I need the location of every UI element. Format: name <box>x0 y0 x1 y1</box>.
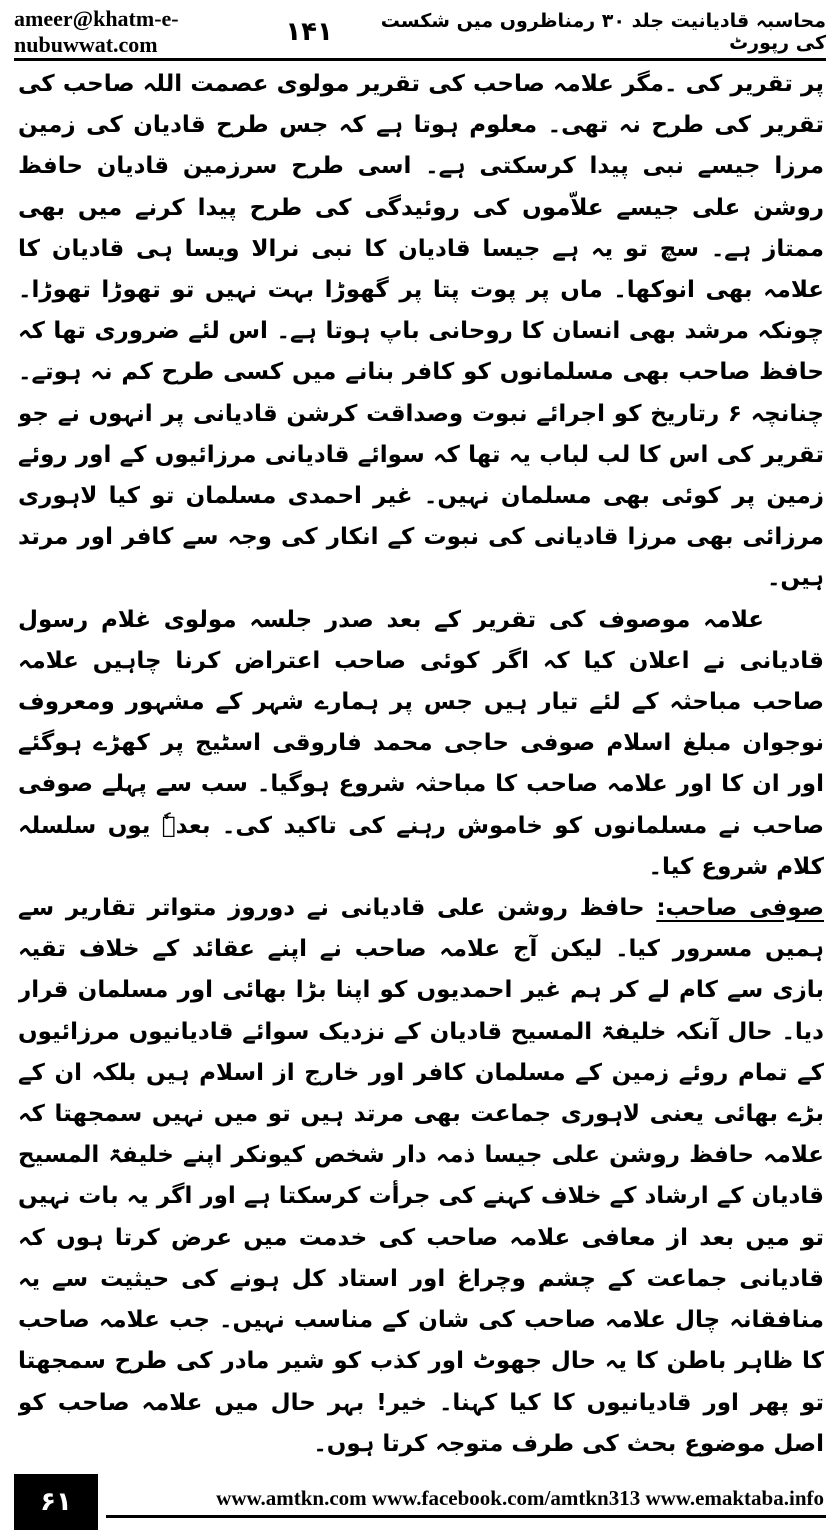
header-page-number: ۱۴۱ <box>285 17 333 47</box>
header-divider <box>14 58 826 61</box>
header-right <box>285 10 826 54</box>
paragraph: پر تقریر کی ۔مگر علامہ صاحب کی تقریر مولوی عصمت اللہ صاحب کی تقریر کی طرح نہ تھی۔ معلوم ہوتا ہے کہ جس طرح قادیان کی زمین مرزا جیسے نبی پیدا کرسکتی ہے۔ اسی طرح سرزمین قادیان حافظ روشن علی جیسے علاّموں کی روئیدگی کی طرح پیدا کرنے میں بھی ممتاز ہے۔ سچ تو یہ ہے جیسا قادیان کا نبی نرالا ویسا ہی قادیان کا علامہ بھی انوکھا۔ ماں پر پوت پتا پر گھوڑا بہت نہیں تو تھوڑا تھوڑا۔ چونکہ مرشد بھی انسان کا روحانی باپ ہوتا ہے۔ اس لئے ضروری تھا کہ حافظ صاحب بھی مسلمانوں کو کافر بنانے میں کسی طرح کم نہ ہوتے۔ چنانچہ ۶ رتاریخ کو اجرائے نبوت وصداقت کرشن قادیانی پر انہوں نے جو تقریر کی اس کا لب لباب یہ تھا کہ سوائے قادیانی مرزائیوں کے اور روئے زمین پر کوئی بھی مسلمان نہیں۔ غیر احمدی مسلمان تو کیا لاہوری مرزائی بھی مرزا قادیانی کی نبوت کے انکار کی وجہ سے کافر اور مرتد ہیں۔ <box>18 71 824 592</box>
speech-paragraph <box>18 888 824 1465</box>
page-header <box>14 6 826 57</box>
speech-text: حافظ روشن علی قادیانی نے دوروز متواتر تقاریر سے ہمیں مسرور کیا۔ لیکن آج علامہ صاحب نے اپنے عقائد کے خلاف تقیہ بازی سے کام لے کر ہم غیر احمدیوں کو اپنا بڑا بھائی اور مسلمان قرار دیا۔ حال آنکہ خلیفۃ المسیح قادیان کے نزدیک سوائے قادیانیوں مرزائیوں کے تمام روئے زمین کے مسلمان کافر اور خارج از اسلام ہیں بلکہ ان کے بڑے بھائی یعنی لاہوری جماعت بھی مرتد ہیں تو میں نہیں سمجھتا کہ علامہ حافظ روشن علی جیسا ذمہ دار شخص کیونکر اپنے خلیفۃ المسیح قادیان کے ارشاد کے خلاف کہنے کی جرأت کرسکتا ہے اور اگر یہ بات نہیں تو میں بعد از معافی علامہ صاحب کی خدمت میں عرض کرتا ہوں کہ قادیانی جماعت کے چشم وچراغ اور استاد کل ہونے کی حیثیت سے یہ منافقانہ چال علامہ صاحب کی شان کے مناسب نہیں۔ جب علامہ صاحب کا ظاہر باطن کا یہ حال جھوٹ اور کذب کو شیر مادر کی طرح سمجھتا تو پھر اور قادیانیوں کا کیا کہنا۔ خیر! بہر حال میں علامہ صاحب کو اصل موضوع بحث کی طرف متوجہ کرتا ہوں۔ <box>18 895 824 1457</box>
page-footer <box>14 1474 826 1530</box>
speaker-label: صوفی صاحب: <box>656 895 824 922</box>
footer-links-block <box>98 1474 826 1530</box>
paragraph: علامہ موصوف کی تقریر کے بعد صدر جلسہ مولوی غلام رسول قادیانی نے اعلان کیا کہ اگر کوئی صاحب اعتراض کرنا چاہیں علامہ صاحب مباحثہ کے لئے تیار ہیں جس پر ہمارے شہر کے مشہور ومعروف نوجوان مبلغ اسلام صوفی حاجی محمد فاروقی اسٹیج پر کھڑے ہوگئے اور ان کا اور علامہ صاحب کا مباحثہ شروع ہوگیا۔ سب سے پہلے صوفی صاحب نے مسلمانوں کو خاموش رہنے کی تاکید کی۔ بعدہٗ یوں سلسلہ کلام شروع کیا۔ <box>18 606 824 880</box>
footer-links: www.amtkn.com www.facebook.com/amtkn313 www.emaktaba.info <box>216 1486 824 1510</box>
page-body <box>18 64 824 1466</box>
header-title: محاسبہ قادیانیت جلد ۳۰ رمناظروں میں شکست کی رپورٹ <box>380 10 826 54</box>
footer-page-number: ۶۱ <box>14 1474 98 1530</box>
header-email: ameer@khatm-e-nubuwwat.com <box>14 6 179 57</box>
footer-divider <box>106 1515 826 1518</box>
